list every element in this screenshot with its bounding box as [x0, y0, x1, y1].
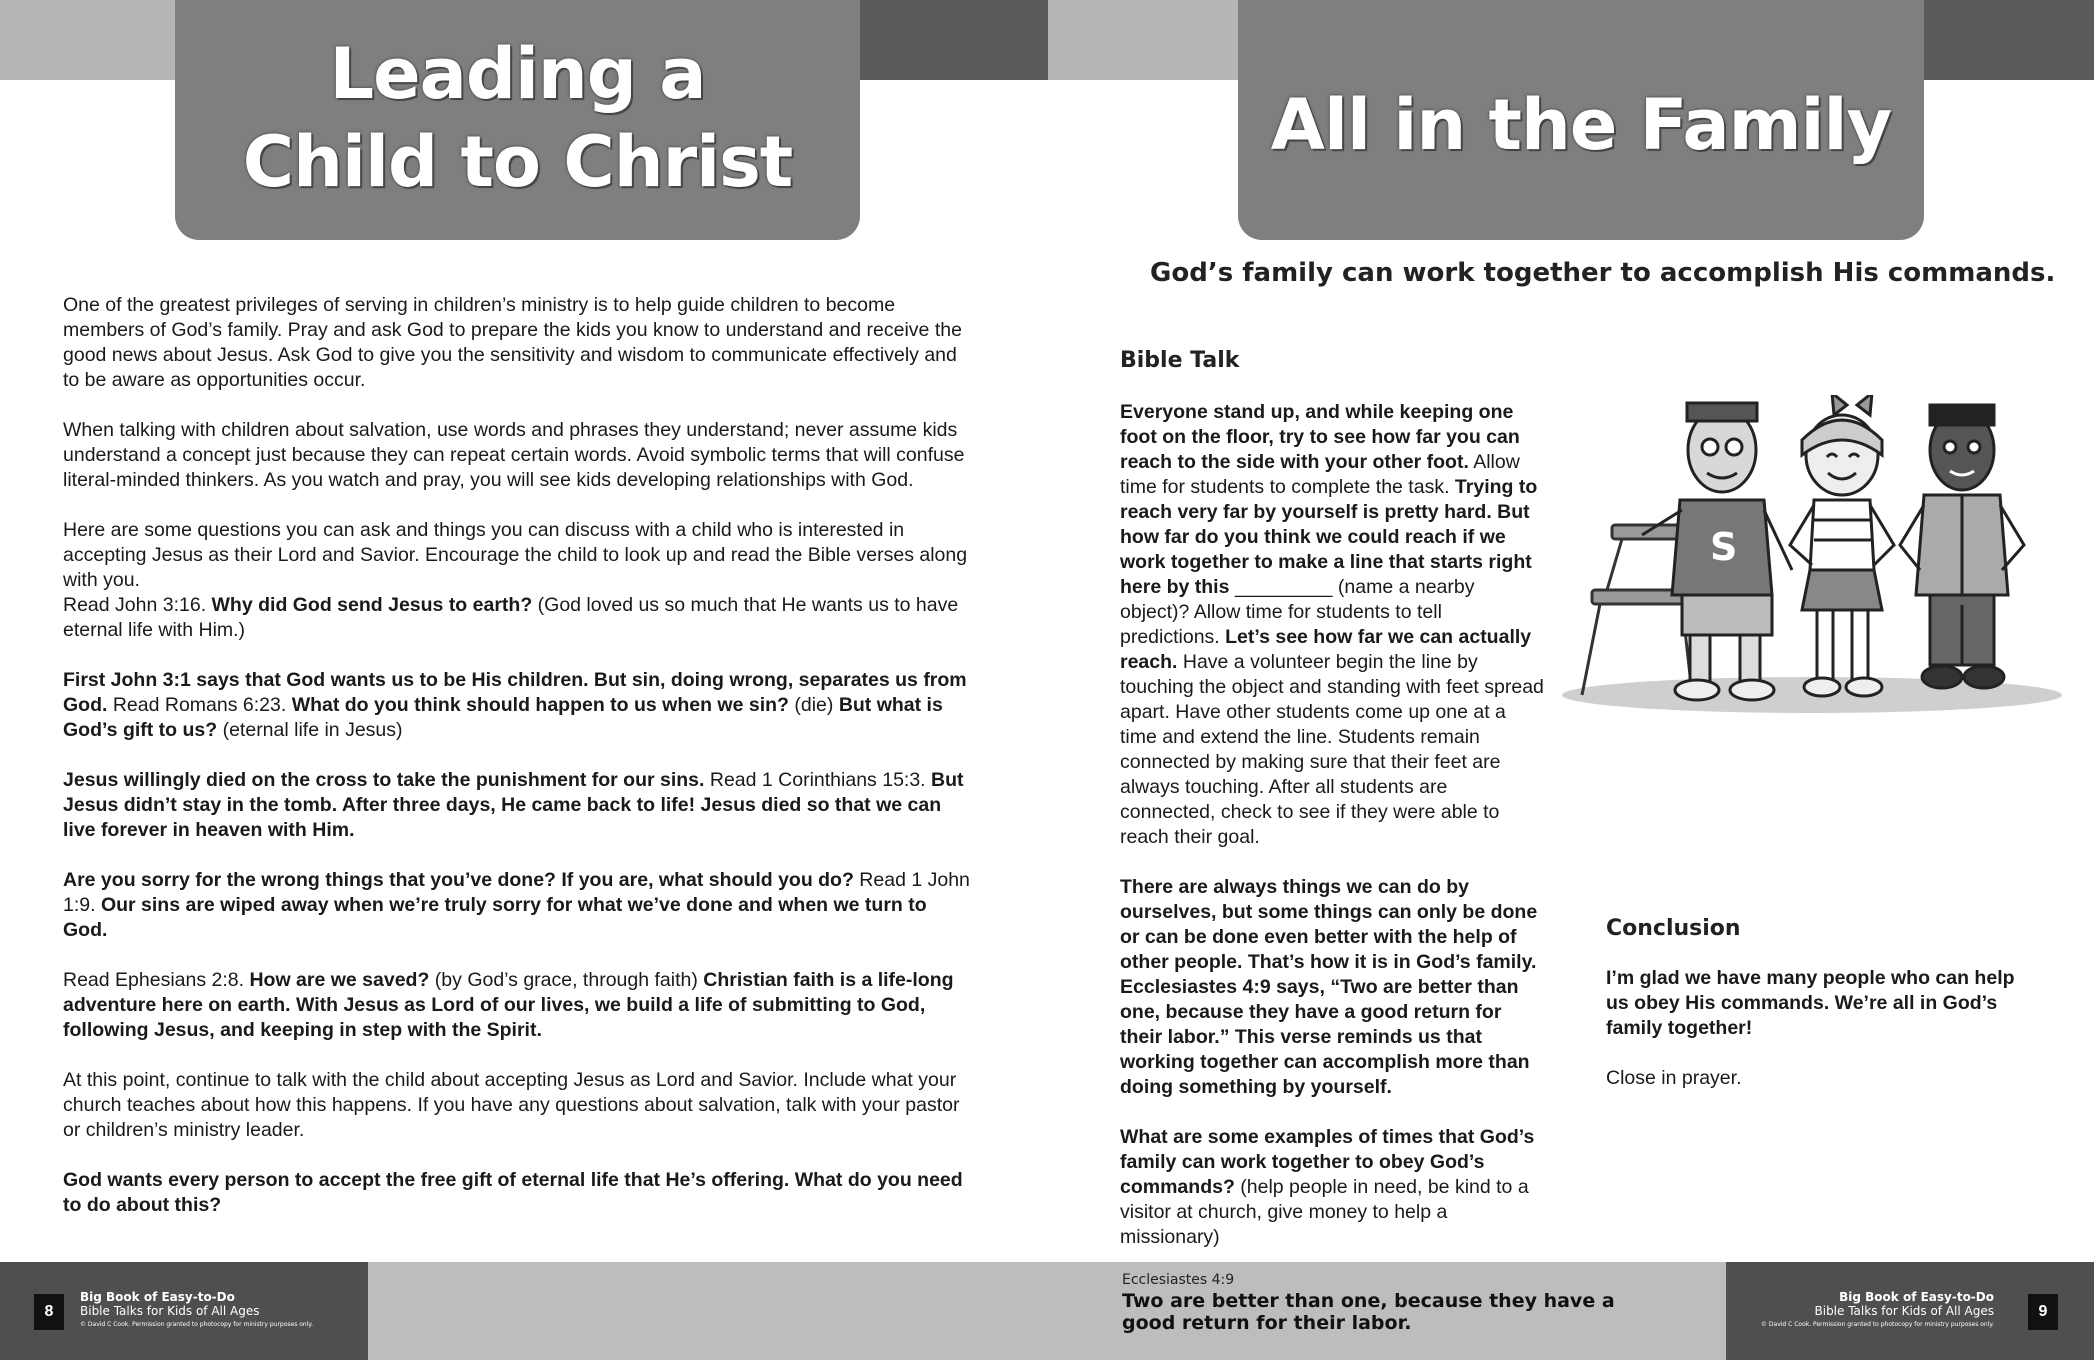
paragraph — [63, 868, 975, 943]
paragraph — [63, 968, 975, 1043]
text-run: (help people in need, be kind to a visitor at church, give money to help a missionary) — [1120, 1176, 1529, 1248]
girl-figure — [1790, 395, 1894, 696]
text-run: God wants every person to accept the free gift of eternal life that He’s offering. What do you need to do about this? — [63, 1169, 963, 1216]
paragraph — [1120, 1125, 1544, 1250]
text-run: When talking with children about salvation, use words and phrases they understand; never assume kids understand a concept just because they can repeat certain words. Avoid symbolic terms that will confuse literal-minded thinkers. As you watch and pray, you will see kids developing relationships with God. — [63, 419, 965, 491]
paragraph — [63, 518, 975, 593]
text-run: (God loved us so much that He wants us to have eternal life with Him.) — [63, 594, 959, 641]
text-run: Read Ephesians 2:8. — [63, 969, 250, 991]
right-page-number: 9 — [2028, 1294, 2058, 1330]
text-run: Read John 3:16. — [63, 594, 212, 616]
text-run: I’m glad we have many people who can help us obey His commands. We’re all in God’s family together! — [1606, 967, 2015, 1039]
bible-talk-body — [1120, 400, 1544, 1250]
paragraph — [1606, 966, 2036, 1041]
top-bar-left-light — [0, 0, 175, 80]
left-title-line1: Leading a — [329, 33, 706, 115]
text-run: (by God’s grace, through faith) — [429, 969, 704, 991]
text-run: Jesus willingly died on the cross to take the punishment for our sins. — [63, 769, 705, 791]
boy-right-figure — [1900, 405, 2024, 688]
text-run: Let’s see how far we can actually reach. — [1120, 626, 1532, 673]
right-title-banner — [1238, 0, 1924, 240]
text-run: Read 1 John 1:9. — [63, 869, 970, 916]
top-bar-left-dark — [860, 0, 1048, 80]
text-run: Everyone stand up, and while keeping one foot on the floor, try to see how far you can reach to the side with your other foot. — [1120, 401, 1520, 473]
text-run: Christian faith is a life-long adventure here on earth. With Jesus as Lord of our lives, we build a life of submitting to God, following Jesus, and keeping in step with the Spirit. — [63, 969, 954, 1041]
bible-talk-heading: Bible Talk — [1120, 348, 1240, 373]
right-subtitle: God’s family can work together to accomplish His commands. — [1150, 258, 2056, 288]
paragraph — [1606, 1066, 2036, 1091]
text-run: What do you think should happen to us when we sin? — [291, 694, 789, 716]
text-run: Have a volunteer begin the line by touching the object and standing with feet spread apart. Have other students come up one at a time and extend the line. Students remain connected by making sure that their feet are always touching. After all students are connected, check to see if they were able to reach their goal. — [1120, 651, 1544, 848]
text-run: Our sins are wiped away when we’re truly sorry for what we’ve done and when we turn to God. — [63, 894, 927, 941]
top-bar-right-dark — [1924, 0, 2094, 80]
text-run: Allow time for students to complete the task. — [1120, 451, 1520, 498]
right-copyright: © David C Cook. Permission granted to photocopy for ministry purposes only. — [1760, 1321, 1994, 1328]
text-run: Read 1 Corinthians 15:3. — [704, 769, 932, 791]
left-title-line2: Child to Christ — [242, 121, 793, 203]
left-body — [63, 293, 975, 1218]
text-run: Here are some questions you can ask and things you can discuss with a child who is interested in accepting Jesus as their Lord and Savior. Encourage the child to look up and read the Bible verses along with you. — [63, 519, 968, 591]
right-title: All in the Family — [1270, 84, 1892, 166]
paragraph — [63, 668, 975, 743]
paragraph — [63, 768, 975, 843]
paragraph — [63, 593, 975, 643]
text-run: But Jesus didn’t stay in the tomb. After three days, He came back to life! Jesus died so that we can live forever in heaven with Him. — [63, 769, 964, 841]
left-page-number: 8 — [34, 1294, 64, 1330]
paragraph — [63, 418, 975, 493]
paragraph — [63, 293, 975, 393]
text-run: Trying to reach very far by yourself is pretty hard. But how far do you think we could reach if we work together to make a line that starts right here by this — [1120, 476, 1538, 598]
verse-ref: Ecclesiastes 4:9 — [1122, 1272, 1235, 1288]
left-title-banner — [175, 0, 860, 240]
paragraph — [1120, 875, 1544, 1100]
text-run: (die) — [788, 694, 839, 716]
text-run: Close in prayer. — [1606, 1067, 1742, 1089]
right-book-title-1: Big Book of Easy-to-Do — [1839, 1290, 1994, 1304]
text-run: One of the greatest privileges of serving in children’s ministry is to help guide children to become members of God’s family. Pray and ask God to prepare the kids you know to understand and receive the good news about Jesus. Ask God to give you the sensitivity and wisdom to communicate effectively and to be aware as opportunities occur. — [63, 294, 962, 391]
text-run: At this point, continue to talk with the child about accepting Jesus as Lord and Savior. Include what your church teaches about how this happens. If you have any questions about salvation, talk with your pastor or children’s ministry leader. — [63, 1069, 960, 1141]
text-run: There are always things we can do by ourselves, but some things can only be done or can be done even better with the help of other people. That’s how it is in God’s family. Ecclesiastes 4:9 says, “Two are better than one, because they have a good return for their labor.” This verse reminds us that working together can accomplish more than doing something by yourself. — [1120, 876, 1538, 1098]
paragraph — [63, 1068, 975, 1143]
text-run: Why did God send Jesus to earth? — [211, 594, 533, 616]
right-book-info — [1761, 1290, 1994, 1332]
text-run: (eternal life in Jesus) — [217, 719, 403, 741]
text-run: How are we saved? — [249, 969, 430, 991]
verse-text: Two are better than one, because they have a good return for their labor. — [1122, 1290, 1615, 1334]
left-book-info — [80, 1290, 313, 1332]
paragraph — [63, 1168, 975, 1218]
text-run: _________ (name a nearby object)? Allow time for students to tell predictions. — [1120, 576, 1475, 648]
left-copyright: © David C Cook. Permission granted to photocopy for ministry purposes only. — [80, 1321, 314, 1328]
text-run: What are some examples of times that God’s family can work together to obey God’s commands? — [1120, 1126, 1535, 1198]
text-run: First John 3:1 says that God wants us to be His children. But sin, doing wrong, separates us from God. — [63, 669, 967, 716]
text-run: Read Romans 6:23. — [107, 694, 292, 716]
paragraph — [1120, 400, 1544, 850]
svg-text:S: S — [1710, 525, 1738, 569]
conclusion-heading: Conclusion — [1606, 916, 1741, 941]
left-book-title-1: Big Book of Easy-to-Do — [80, 1290, 235, 1304]
left-book-title-2: Bible Talks for Kids of All Ages — [80, 1304, 260, 1318]
right-book-title-2: Bible Talks for Kids of All Ages — [1814, 1304, 1994, 1318]
text-run: Are you sorry for the wrong things that you’ve done? If you are, what should you do? — [63, 869, 854, 891]
text-run: But what is God’s gift to us? — [63, 694, 943, 741]
kids-illustration — [1552, 395, 2072, 715]
conclusion-body — [1606, 966, 2036, 1091]
top-bar-right-light — [1048, 0, 1238, 80]
boy-left-figure — [1642, 403, 1792, 700]
